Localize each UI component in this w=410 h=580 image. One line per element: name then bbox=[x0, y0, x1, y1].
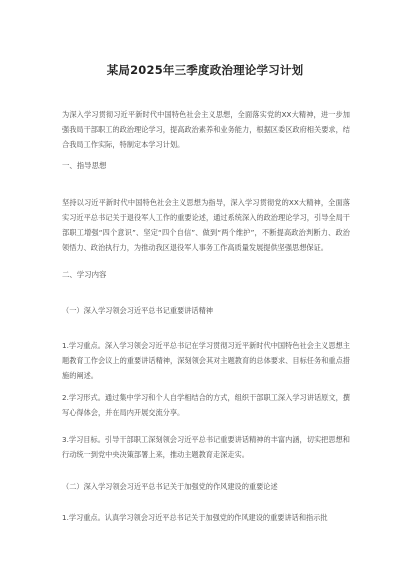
subsection-heading-2: （二）深入学习领会习近平总书记关于加强党的作风建设的重要论述 bbox=[62, 482, 278, 491]
list-item: 3.学习目标。引导干部职工深刻领会习近平总书记重要讲话精神的丰富内涵，切实把思想和行动统一到党中央决策部署上来，推动主题教育走深走实。 bbox=[62, 435, 350, 459]
list-item: 2.学习形式。通过集中学习和个人自学相结合的方式，组织干部职工深入学习讲话原文，撰写心得体会，并在局内开展交流分享。 bbox=[62, 393, 350, 417]
document-title: 某局2025年三季度政治理论学习计划 bbox=[106, 63, 304, 77]
list-item: 1.学习重点。深入学习领会习近平总书记在学习贯彻习近平新时代中国特色社会主义思想主题教育工作会议上的重要讲话精神，深刻领会其对主题教育的总体要求、目标任务和重点措施的阐述。 bbox=[62, 341, 350, 380]
section-heading-guiding-thought: 一、指导思想 bbox=[62, 161, 107, 170]
subsection-heading-1: （一）深入学习领会习近平总书记重要讲话精神 bbox=[62, 306, 213, 315]
intro-paragraph: 为深入学习贯彻习近平新时代中国特色社会主义思想，全面落实党的XX大精神，进一步加强我局干部职工的政治理论学习，提高政治素养和业务能力，根据区委区政府相关要求，结合我局工作实际，特制定本学习计划。 bbox=[62, 110, 350, 149]
guiding-thought-paragraph: 坚持以习近平新时代中国特色社会主义思想为指导，深入学习贯彻党的XX大精神，全面落实习近平总书记关于退役军人工作的重要论述，通过系统深入的政治理论学习，引导全局干部职工增强“四个意识”、坚定“四个自信”、做到“两个维护”，不断提高政治判断力、政治领悟力、政治执行力，为推动我区退役军人事务工作高质量发展提供坚强思想保证。 bbox=[62, 198, 350, 252]
section-heading-study-content: 二、学习内容 bbox=[62, 270, 107, 279]
list-item: 1.学习重点。认真学习领会习近平总书记关于加强党的作风建设的重要讲话和指示批 bbox=[62, 513, 328, 522]
